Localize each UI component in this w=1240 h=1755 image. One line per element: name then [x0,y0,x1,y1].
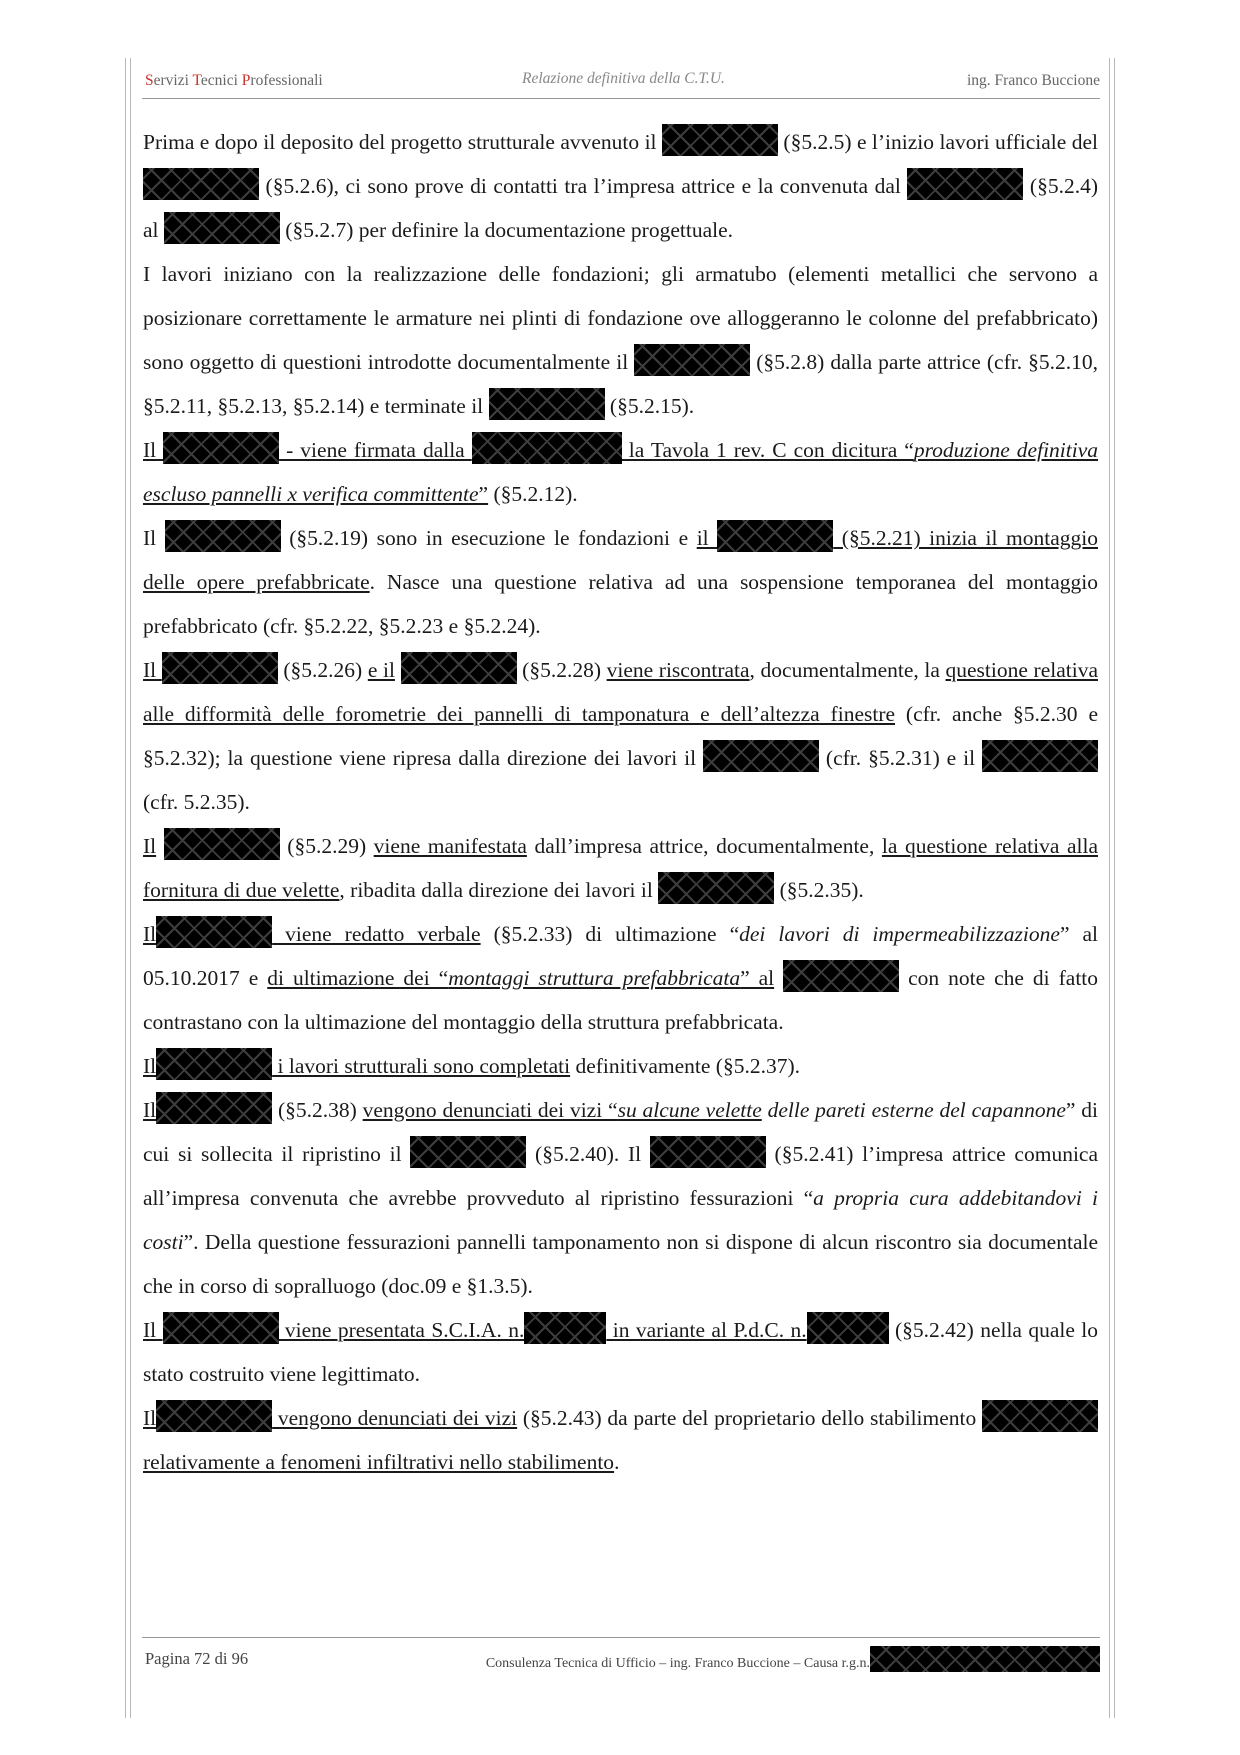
redaction-block [156,916,272,948]
header-rule [142,98,1100,99]
text-run: (§5.2.38) [272,1098,363,1122]
text-run: il [696,526,718,550]
text-run: ” al [740,966,775,990]
footer-case-text: Consulenza Tecnica di Ufficio – ing. Franco Buccione – Causa r.g.n. [485,1656,870,1671]
redaction-block [164,212,280,244]
text-run: (§5.2.33) di ultimazione “ [480,922,740,946]
text-run: la questione relativa alla fornitura di due velette [143,834,1099,902]
left-frame-line [125,58,126,1718]
text-run: definitivamente (§5.2.37). [570,1054,800,1078]
text-run: (§5.2.8) dalla parte attrice (cfr. §5.2.10, §5.2.11, §5.2.13, §5.2.14) e terminate il [143,350,1098,418]
paragraph [143,1308,1098,1396]
paragraph [143,648,1098,824]
text-run: (§5.2.21) inizia il montaggio delle opere prefabbricate [143,526,1098,594]
redaction-block [717,520,833,552]
paragraph [143,428,1098,516]
text-run: viene presentata S.C.I.A. n. [278,1318,525,1342]
header-document-title: Relazione definitiva della C.T.U. [522,70,725,87]
text-run: viene redatto verbale [272,922,481,946]
text-run: (§5.2.26) [277,658,368,682]
header-initial: S [145,72,154,89]
redaction-block [156,1092,272,1124]
redaction-block [870,1646,1100,1672]
text-run: (cfr. anche §5.2.30 e §5.2.32); la questione viene ripresa dalla direzione dei lavori il [143,702,1098,770]
redaction-block [658,872,774,904]
text-run: - viene firmata dalla [279,438,472,462]
text-run: dei lavori di impermeabilizzazione [739,922,1060,946]
text-run: . Nasce una questione relativa ad una sospensione temporanea del montaggio prefabbricato (cfr. §5.2.22, §5.2.23 e §5.2.24). [143,570,1098,638]
text-run: (§5.2.28) [516,658,607,682]
header-word: rofessionali [250,72,323,89]
footer-rule [142,1637,1100,1638]
page-header [145,70,1100,94]
footer-case-reference [486,1646,1100,1672]
text-run [774,966,783,990]
text-run: su alcune velette [617,1098,762,1122]
text-run: e il [367,658,395,682]
header-word: ecnici [200,72,242,89]
text-run: vengono denunciati dei vizi “ [362,1098,618,1122]
right-frame-line-inner [1114,58,1115,1718]
text-run: i lavori strutturali sono completati [272,1054,571,1078]
text-run: Il [143,438,164,462]
text-run: relativamente a fenomeni infiltrativi nello stabilimento [143,1450,615,1474]
redaction-block [982,740,1098,772]
paragraph [143,252,1098,428]
text-run: (§5.2.42) nella quale lo stato costruito viene legittimato. [143,1318,1099,1386]
text-run: ”. Della questione fessurazioni pannelli tamponamento non si dispone di alcun riscontro sia documentale che in corso di sopralluogo (doc.09 e §1.3.5). [143,1230,1098,1298]
text-run: montaggi struttura prefabbricata [448,966,741,990]
redaction-block [472,432,622,464]
text-run: dall’impresa attrice, documentalmente, [526,834,882,858]
redaction-block [162,652,278,684]
text-run: Il [143,526,165,550]
paragraph [143,120,1098,252]
paragraph [143,1396,1098,1484]
text-run: Il [143,658,162,682]
text-run: in variante al P.d.C. n. [606,1318,807,1342]
redaction-block [410,1136,526,1168]
header-author: ing. Franco Buccione [966,72,1100,89]
redaction-block [165,520,281,552]
paragraph [143,1044,1098,1088]
text-run: (§5.2.19) sono in esecuzione le fondazioni e [280,526,697,550]
redaction-block [982,1400,1098,1432]
text-run: delle pareti esterne del capannone [767,1098,1066,1122]
text-run: (§5.2.35). [774,878,864,902]
redaction-block [634,344,750,376]
left-frame-line-inner [130,58,131,1718]
redaction-block [662,124,778,156]
text-run: . [614,1450,620,1474]
header-firm-name [145,72,323,90]
text-run: (§5.2.29) [279,834,374,858]
page-footer [145,1646,1100,1676]
redaction-block [650,1136,766,1168]
redaction-block [156,1400,272,1432]
text-run: (cfr. §5.2.31) e il [819,746,982,770]
paragraph [143,912,1098,1044]
redaction-block [703,740,819,772]
text-run: (§5.2.5) e l’inizio lavori ufficiale del [777,130,1098,154]
redaction-block [156,1048,272,1080]
text-run: (§5.2.43) da parte del proprietario dello stabilimento [517,1406,982,1430]
body-text [143,120,1098,1484]
redaction-block [783,960,899,992]
redaction-block [401,652,517,684]
text-run: ” di cui si sollecita il ripristino il [143,1098,1098,1166]
redaction-block [807,1312,889,1344]
redaction-block [489,388,605,420]
text-run: Il [143,1318,163,1342]
text-run: (§5.2.12). [488,482,578,506]
redaction-block [524,1312,606,1344]
text-run: Prima e dopo il deposito del progetto strutturale avvenuto il [143,130,662,154]
text-run: vengono denunciati dei vizi [272,1406,518,1430]
text-run: (§5.2.7) per definire la documentazione progettuale. [279,218,734,242]
header-word: ervizi [153,72,193,89]
text-run: Il [143,1098,157,1122]
header-initial: T [192,72,201,89]
text-run: questione relativa alle difformità delle forometrie dei pannelli di tamponatura e dell’altezza finestre [143,658,1098,726]
redaction-block [163,1312,279,1344]
paragraph [143,1088,1098,1308]
header-initial: P [241,72,251,89]
text-run: (§5.2.15). [604,394,695,418]
text-run: , documentalmente, la [749,658,946,682]
text-run: la Tavola 1 rev. C con dicitura “ [621,438,914,462]
text-run: (cfr. 5.2.35). [143,790,250,814]
text-run: ” [478,482,489,506]
text-run: ” al 05.10.2017 e [143,922,1098,990]
redaction-block [143,168,259,200]
text-run: Il [143,834,157,858]
text-run: a propria cura addebitandovi i costi [143,1186,1098,1254]
text-run [156,834,164,858]
text-run: con note che di fatto contrastano con la ultimazione del montaggio della struttura prefabbricata. [143,966,1099,1034]
paragraph [143,516,1098,648]
text-run: I lavori iniziano con la realizzazione delle fondazioni; gli armatubo (elementi metallici che servono a posizionare correttamente le armature nei plinti di fondazione ove alloggeranno le colonne del prefabbricato) sono oggetto di questioni introdotte documentalmente il [143,262,1098,374]
text-run: Il [143,922,157,946]
text-run: (§5.2.41) l’impresa attrice comunica all’impresa convenuta che avrebbe provveduto al ripristino fessurazioni “ [143,1142,1099,1210]
text-run: , ribadita dalla direzione dei lavori il [339,878,659,902]
text-run: di ultimazione dei “ [267,966,449,990]
redaction-block [907,168,1023,200]
text-run: Il [143,1054,157,1078]
text-run: viene manifestata [373,834,527,858]
text-run: (§5.2.6), ci sono prove di contatti tra l’impresa attrice e la convenuta dal [259,174,908,198]
text-run: (§5.2.40). Il [526,1142,650,1166]
text-run: Il [143,1406,157,1430]
text-run: viene riscontrata [606,658,750,682]
text-run: (§5.2.4) al [143,174,1099,242]
redaction-block [164,828,280,860]
paragraph [143,824,1098,912]
text-run: produzione definitiva escluso pannelli x verifica committente [143,438,1099,506]
redaction-block [163,432,279,464]
page-number: Pagina 72 di 96 [145,1649,249,1668]
right-frame-line [1109,58,1110,1718]
